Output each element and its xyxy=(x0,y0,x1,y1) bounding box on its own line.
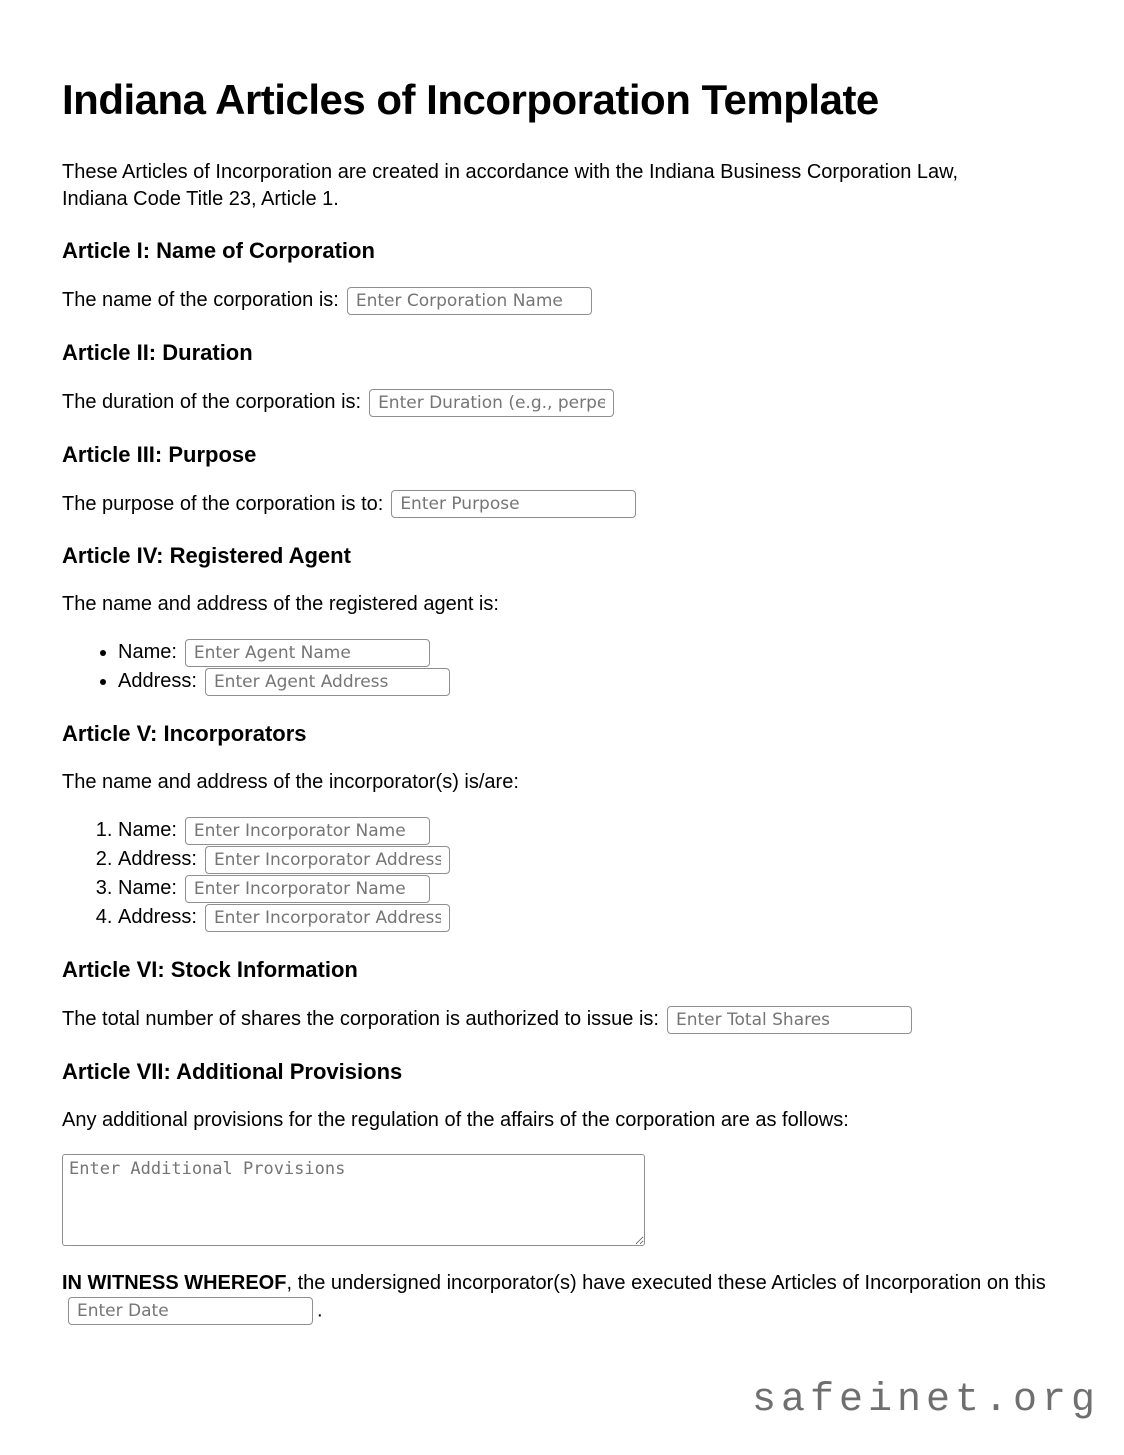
incorporator-name-input-1[interactable] xyxy=(185,817,430,845)
total-shares-label: The total number of shares the corporation is authorized to issue is: xyxy=(62,1008,659,1031)
corporation-name-label: The name of the corporation is: xyxy=(62,289,339,312)
date-input[interactable] xyxy=(68,1297,313,1325)
agent-address-label: Address: xyxy=(118,670,197,693)
article-3-heading: Article III: Purpose xyxy=(62,441,257,467)
incorporator-name-input-2[interactable] xyxy=(185,875,430,903)
purpose-input[interactable] xyxy=(391,490,636,518)
duration-label: The duration of the corporation is: xyxy=(62,390,362,413)
article-1-heading: Article I: Name of Corporation xyxy=(62,238,375,264)
corporation-name-input[interactable] xyxy=(347,287,592,315)
page-title: Indiana Articles of Incorporation Template xyxy=(62,76,879,123)
article-7-heading: Article VII: Additional Provisions xyxy=(62,1059,403,1085)
purpose-label: The purpose of the corporation is to: xyxy=(62,492,384,515)
witness-tail: . xyxy=(317,1299,323,1322)
list-item xyxy=(118,903,1062,932)
duration-input[interactable] xyxy=(369,389,614,417)
agent-list xyxy=(62,638,1062,696)
witness-body: , the undersigned incorporator(s) have executed these Articles of Incorporation on this xyxy=(286,1272,1046,1295)
agent-name-label: Name: xyxy=(118,641,177,664)
witness-clause xyxy=(62,1270,1062,1325)
article-3-field-line xyxy=(62,490,1062,519)
list-item xyxy=(118,638,1062,667)
agent-name-input[interactable] xyxy=(185,639,430,667)
incorporator-address-label-1: Address: xyxy=(118,848,197,871)
incorporator-address-input-1[interactable] xyxy=(205,846,450,874)
incorporator-address-input-2[interactable] xyxy=(205,904,450,932)
article-6-heading: Article VI: Stock Information xyxy=(62,957,358,983)
article-6-field-line xyxy=(62,1005,1062,1034)
additional-provisions-textarea[interactable] xyxy=(62,1154,645,1246)
article-2-heading: Article II: Duration xyxy=(62,339,253,365)
article-5-heading: Article V: Incorporators xyxy=(62,721,307,747)
article-4-heading: Article IV: Registered Agent xyxy=(62,543,351,569)
incorporators-list xyxy=(62,816,1062,932)
total-shares-input[interactable] xyxy=(667,1006,912,1034)
intro-text: These Articles of Incorporation are created in accordance with the Indiana Business Corporation Law, Indiana Code Title 23, Article 1. xyxy=(62,161,959,211)
incorporators-intro-line: The name and address of the incorporator(s) is/are: xyxy=(62,771,519,794)
agent-address-input[interactable] xyxy=(205,668,450,696)
watermark-text: safeinet.org xyxy=(751,1378,1100,1423)
incorporator-address-label-2: Address: xyxy=(118,906,197,929)
article-1-field-line xyxy=(62,286,1062,315)
witness-lead: IN WITNESS WHEREOF xyxy=(62,1272,287,1295)
list-item xyxy=(118,667,1062,696)
agent-intro-line: The name and address of the registered agent is: xyxy=(62,593,499,616)
incorporator-name-label-1: Name: xyxy=(118,819,177,842)
list-item xyxy=(118,874,1062,903)
list-item xyxy=(118,845,1062,874)
list-item xyxy=(118,816,1062,845)
provisions-intro-line: Any additional provisions for the regulation of the affairs of the corporation are as follows: xyxy=(62,1109,849,1132)
incorporator-name-label-2: Name: xyxy=(118,877,177,900)
article-2-field-line xyxy=(62,388,1062,417)
